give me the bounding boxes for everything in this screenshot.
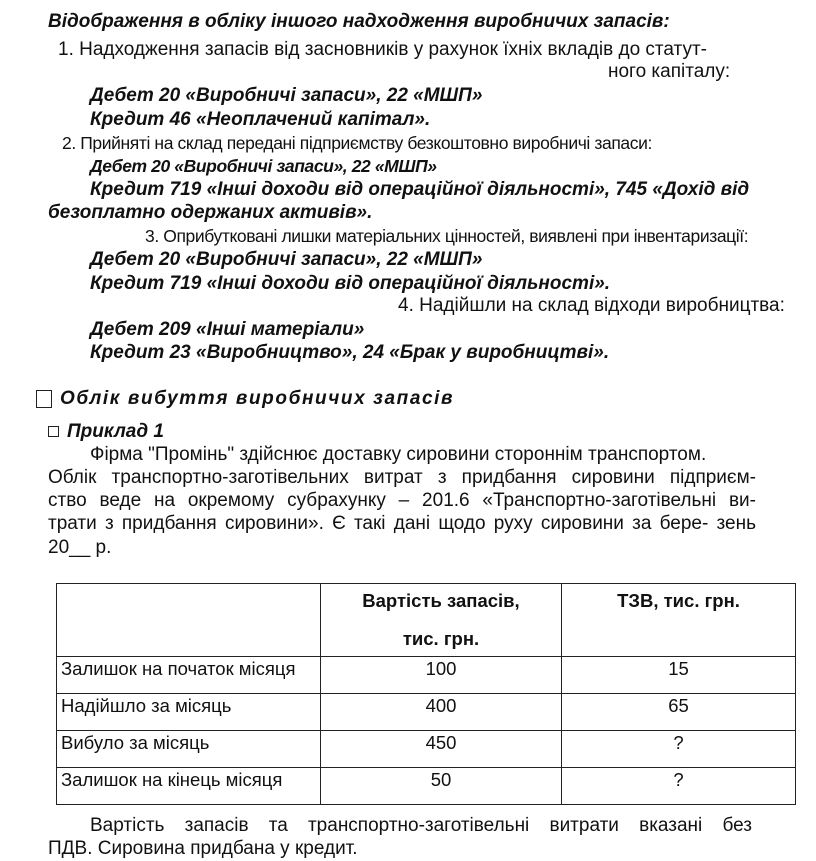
item2-credit: Кредит 719 «Інші доходи від операційної діяльності», 745 «Дохід від <box>90 179 750 200</box>
table-row <box>57 731 796 768</box>
item3-debit: Дебет 20 «Виробничі запаси», 22 «МШП» <box>90 249 483 270</box>
footer-line: Вартість запасів та транспортно-заготівельні витрати вказані без <box>90 815 752 836</box>
square-bullet-icon <box>48 426 59 437</box>
tzv-value: 15 <box>562 657 796 694</box>
row-label: Вибуло за місяць <box>57 731 321 768</box>
item1-debit: Дебет 20 «Виробничі запаси», 22 «МШП» <box>90 85 483 106</box>
tzv-value: ? <box>562 768 796 805</box>
row-label: Залишок на початок місяця <box>57 657 321 694</box>
table-row <box>57 694 796 731</box>
stock-value: 400 <box>321 694 562 731</box>
item4-text: 4. Надійшли на склад відходи виробництва: <box>398 295 785 316</box>
item4-credit: Кредит 23 «Виробництво», 24 «Брак у виробництві». <box>90 342 610 363</box>
table-header-row <box>57 584 796 657</box>
inventory-table <box>56 583 796 805</box>
item2-text: 2. Прийняті на склад передані підприємству безкоштовно виробничі запаси: <box>62 133 652 153</box>
section-title-text: Облік вибуття виробничих запасів <box>60 388 455 409</box>
tzv-value: ? <box>562 731 796 768</box>
section-title <box>36 388 454 410</box>
item3-credit: Кредит 719 «Інші доходи від операційної діяльності». <box>90 273 611 294</box>
item1-text: 1. Надходження запасів від засновників у рахунок їхніх вкладів до статут- <box>58 39 708 60</box>
header-cell-empty <box>57 584 321 657</box>
item1-text-cont: ного капіталу: <box>608 61 731 82</box>
table-row <box>57 657 796 694</box>
stock-value: 100 <box>321 657 562 694</box>
item3-text: 3. Оприбутковані лишки матеріальних цінностей, виявлені при інвентаризації: <box>145 226 749 246</box>
example-title <box>48 421 164 443</box>
example-line: ство веде на окремому субрахунку – 201.6 «Транспортно-заготівельні ви- <box>48 490 756 511</box>
item1-credit: Кредит 46 «Неоплачений капітал». <box>90 109 431 130</box>
example-line: Облік транспортно-заготівельних витрат з придбання сировини підприєм- <box>48 467 756 488</box>
header-text: ТЗВ, тис. грн. <box>617 590 740 611</box>
example-line: Фірма "Промінь" здійснює доставку сировини стороннім транспортом. <box>90 444 707 465</box>
example-line: трати з придбання сировини». Є такі дані щодо руху сировини за бере- зень <box>48 513 756 534</box>
row-label: Надійшло за місяць <box>57 694 321 731</box>
header-cell-tzv <box>562 584 796 657</box>
stock-value: 450 <box>321 731 562 768</box>
example-line: 20__ р. <box>48 537 112 558</box>
tzv-value: 65 <box>562 694 796 731</box>
header-text: тис. грн. <box>402 628 480 649</box>
header-cell-stock-value <box>321 584 562 657</box>
checkbox-bullet-icon <box>36 390 52 408</box>
heading: Відображення в обліку іншого надходження виробничих запасів: <box>48 11 670 32</box>
item2-debit: Дебет 20 «Виробничі запаси», 22 «МШП» <box>90 156 437 176</box>
footer-line: ПДВ. Сировина придбана у кредит. <box>48 838 358 859</box>
item2-credit-cont: безоплатно одержаних активів». <box>48 202 373 223</box>
header-text: Вартість запасів, <box>362 590 520 611</box>
item4-debit: Дебет 209 «Інші матеріали» <box>90 319 365 340</box>
table-row <box>57 768 796 805</box>
example-title-text: Приклад 1 <box>67 421 164 442</box>
row-label: Залишок на кінець місяця <box>57 768 321 805</box>
stock-value: 50 <box>321 768 562 805</box>
